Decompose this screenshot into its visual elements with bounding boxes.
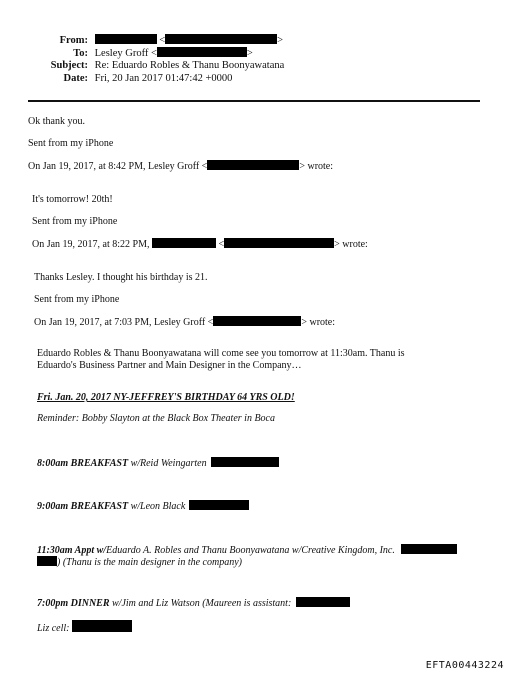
schedule-time: 7:00pm DINNER [37,598,110,609]
sent-from-2: Sent from my iPhone [32,216,118,227]
quote-header-2-post: > wrote: [334,239,368,250]
redaction-block [189,500,249,510]
redaction-block [157,47,247,57]
schedule-detail: w/Jim and Liz Watson (Maureen is assistant: [109,598,292,609]
schedule-time: 9:00am BREAKFAST [37,501,129,512]
redaction-block [165,34,277,44]
liz-cell-line [37,620,132,634]
header-divider [28,100,480,102]
redaction-block [296,597,350,607]
message-line-1: Eduardo Robles & Thanu Boonyawatana will come see you tomorrow at 11:30am. Thanu is [37,348,405,359]
reply-3: Thanks Lesley. I thought his birthday is 21. [34,272,208,283]
quote-header-2-mid: < [218,239,225,250]
schedule-time: 8:00am BREAKFAST [37,458,129,469]
reply-2: It's tomorrow! 20th! [32,194,113,205]
birthday-heading: Fri. Jan. 20, 2017 NY-JEFFREY'S BIRTHDAY 64 YRS OLD! [37,392,295,403]
subject-text: Re: Eduardo Robles & Thanu Boonyawatana [94,60,285,71]
quote-header-3-pre: On Jan 19, 2017, at 7:03 PM, Lesley Groff < [34,317,214,328]
redaction-block [213,316,301,326]
schedule-item-appt-line-2 [37,556,242,568]
date-text: Fri, 20 Jan 2017 01:47:42 +0000 [94,73,233,84]
quote-header-1-post: > wrote: [299,161,334,172]
schedule-item-appt [37,544,457,556]
schedule-detail-2: ) (Thanu is the main designer in the company) [57,557,242,568]
redaction-block [224,238,334,248]
date-label: Date: [63,73,88,84]
schedule-detail: w/Reid Weingarten [128,458,207,469]
to-close: > [246,48,253,59]
reminder-line: Reminder: Bobby Slayton at the Black Box Theater in Boca [37,413,275,424]
reply-1: Ok thank you. [28,116,85,127]
from-line [48,34,283,46]
redaction-block [152,238,216,248]
date-line [48,73,232,84]
redaction-block [72,620,132,632]
liz-cell-label: Liz cell: [37,623,70,634]
quote-header-3 [34,316,335,328]
to-line [48,47,253,59]
quote-header-1 [28,160,333,172]
redaction-block [211,457,279,467]
quote-header-1-pre: On Jan 19, 2017, at 8:42 PM, Lesley Groff < [28,161,208,172]
sent-from-3: Sent from my iPhone [34,294,120,305]
to-label: To: [73,48,88,59]
redaction-block [95,34,157,44]
to-name: Lesley Groff < [94,48,157,59]
schedule-time: 11:30am Appt w/ [37,545,107,556]
message-line-2: Eduardo's Business Partner and Main Designer in the Company… [37,360,302,371]
redaction-block [207,160,299,170]
schedule-detail: Eduardo A. Robles and Thanu Boonyawatana w/Creative Kingdom, Inc. [106,545,395,556]
quote-header-2 [32,238,368,250]
from-close: > [277,35,284,46]
subject-line [48,60,284,71]
quote-header-2-pre: On Jan 19, 2017, at 8:22 PM, [32,239,150,250]
schedule-detail: w/Leon Black [128,501,186,512]
schedule-item-breakfast-1 [37,457,279,469]
document-id: EFTA00443224 [425,660,504,671]
subject-label: Subject: [50,60,88,71]
from-open: < [159,35,166,46]
sent-from-1: Sent from my iPhone [28,138,114,149]
schedule-item-dinner [37,597,350,609]
redaction-block [37,556,57,566]
from-label: From: [59,35,88,46]
quote-header-3-post: > wrote: [301,317,336,328]
schedule-item-breakfast-2 [37,500,249,512]
redaction-block [401,544,457,554]
